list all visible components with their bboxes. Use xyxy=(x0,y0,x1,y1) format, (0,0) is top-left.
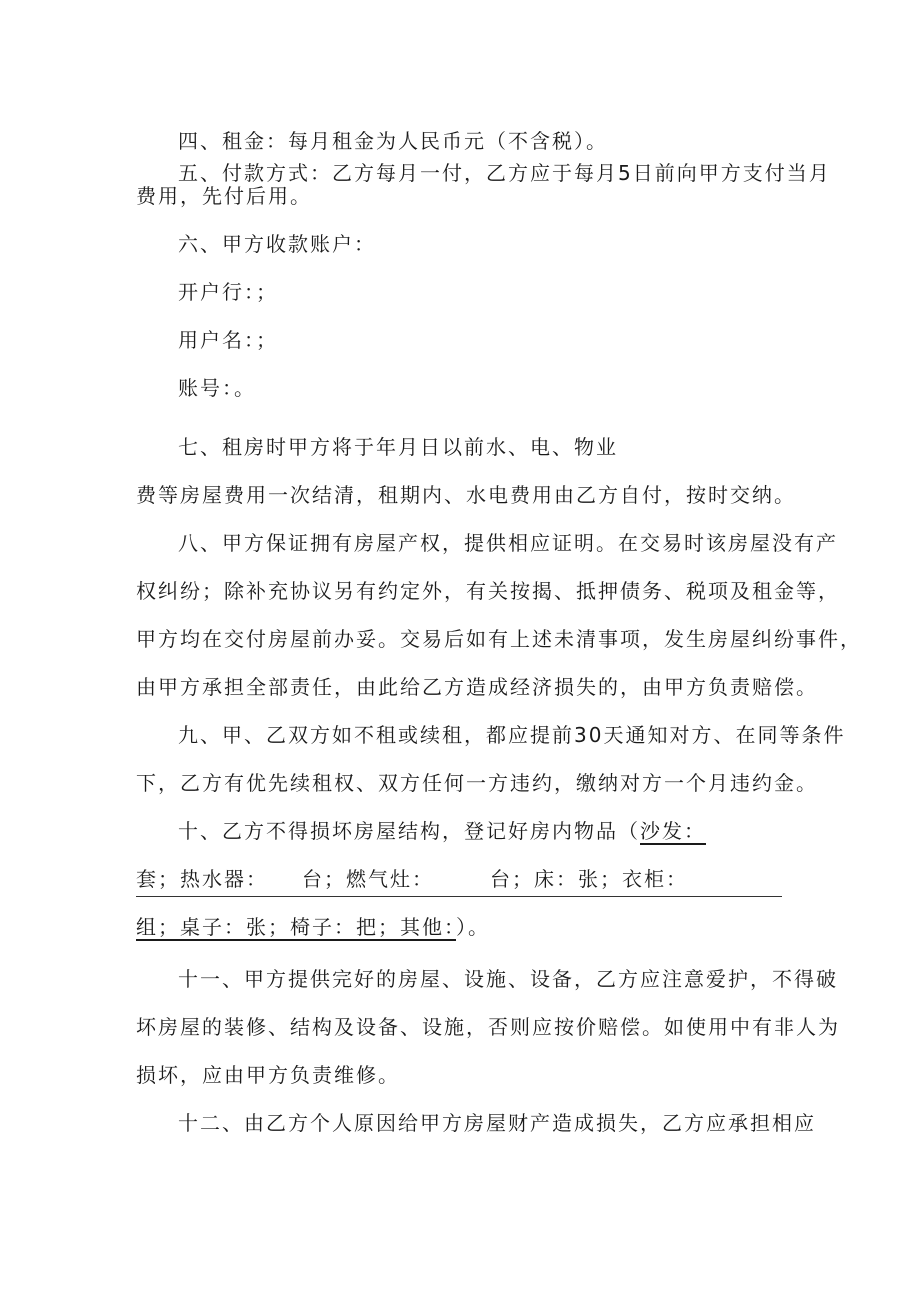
clause-11-line-3: 损坏，应由甲方负责维修。 xyxy=(136,1063,400,1087)
account-bank: 开户行：； xyxy=(178,280,278,304)
inventory-line-2 xyxy=(136,914,490,940)
inventory-rule xyxy=(136,896,782,897)
clause-9-line-2: 下，乙方有优先续租权、双方任何一方违约，缴纳对方一个月违约金。 xyxy=(136,771,818,795)
inventory-line-1: 套；热水器： 台；燃气灶： 台；床：张；衣柜： xyxy=(136,867,688,891)
sofa-field: 沙发： xyxy=(640,819,706,843)
clause-10-structure xyxy=(178,818,706,844)
clause-8-line-3: 甲方均在交付房屋前办妥。交易后如有上述未清事项，发生房屋纠纷事件， xyxy=(136,627,862,651)
clause-8-ownership: 八、甲方保证拥有房屋产权，提供相应证明。在交易时该房屋没有产 xyxy=(178,531,838,555)
clause-5-payment-cont: 费用，先付后用。 xyxy=(136,184,312,208)
clause-11-line-2: 坏房屋的装修、结构及设备、设施，否则应按价赔偿。如使用中有非人为 xyxy=(136,1015,840,1039)
clause-4-rent: 四、租金：每月租金为人民币元（不含税）。 xyxy=(178,129,608,153)
clause-6-account: 六、甲方收款账户： xyxy=(178,232,376,256)
clause-9-renewal: 九、甲、乙双方如不租或续租，都应提前30天通知对方、在同等条件 xyxy=(178,723,846,747)
clause-11-facilities: 十一、甲方提供完好的房屋、设施、设备，乙方应注意爱护，不得破 xyxy=(178,967,838,991)
clause-5-payment: 五、付款方式：乙方每月一付，乙方应于每月5日前向甲方支付当月 xyxy=(178,161,831,185)
clause-8-line-2: 权纠纷；除补充协议另有约定外，有关按揭、抵押债务、税项及租金等， xyxy=(136,579,840,603)
clause-7-fees-cont: 费等房屋费用一次结清，租期内、水电费用由乙方自付，按时交纳。 xyxy=(136,483,796,507)
account-number: 账号：。 xyxy=(178,376,256,400)
inventory-close: ）。 xyxy=(456,915,490,939)
clause-12-damage: 十二、由乙方个人原因给甲方房屋财产造成损失，乙方应承担相应 xyxy=(178,1111,816,1135)
clause-8-line-4: 由甲方承担全部责任，由此给乙方造成经济损失的，由甲方负责赔偿。 xyxy=(136,675,818,699)
clause-10-text: 十、乙方不得损坏房屋结构，登记好房内物品（ xyxy=(178,819,640,843)
clause-7-fees: 七、租房时甲方将于年月日以前水、电、物业 xyxy=(178,435,618,459)
account-username: 用户名：； xyxy=(178,328,278,352)
inventory-fields: 组；桌子：张；椅子：把；其他： xyxy=(136,915,456,939)
